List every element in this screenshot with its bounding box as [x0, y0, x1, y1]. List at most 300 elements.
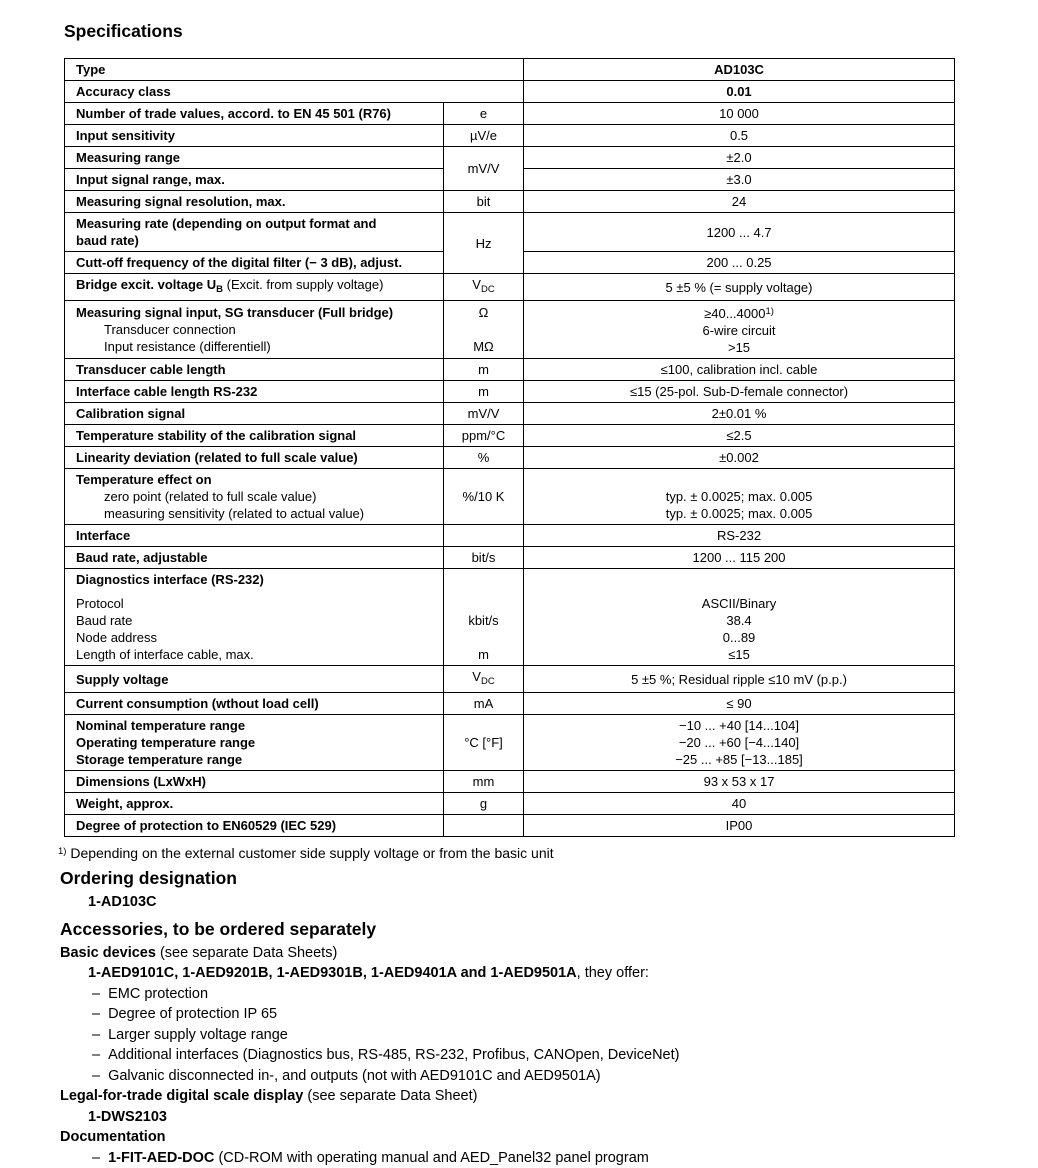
spec-row-temp-effect [65, 469, 955, 525]
text-segment: Number of trade values, accord. to EN 45 501 (R76) [76, 106, 391, 121]
text-segment: typ. ± 0.0025; max. 0.005 [666, 506, 813, 521]
cell-line [76, 471, 439, 488]
cell-line [528, 571, 950, 588]
cell-line [528, 171, 950, 188]
cell-line [448, 105, 519, 122]
bullet-dash-icon: – [92, 1006, 100, 1022]
spec-value-linearity [524, 447, 955, 469]
cell-line [528, 83, 950, 100]
spec-value-interface-cable [524, 381, 955, 403]
cell-line [528, 717, 950, 734]
text-segment: Degree of protection IP 65 [108, 1006, 277, 1022]
text-segment: Interface cable length RS-232 [76, 384, 257, 399]
text-segment: Legal-for-trade digital scale display [60, 1088, 303, 1104]
text-segment: Transducer cable length [76, 362, 226, 377]
text-segment: mV/V [468, 406, 500, 421]
text-segment: m [478, 647, 489, 662]
footnote [58, 843, 1038, 862]
text-segment: 1-AD103C [88, 894, 157, 910]
text-segment: Nominal temperature range [76, 718, 245, 733]
cell-line [528, 254, 950, 271]
spec-row-interface [65, 525, 955, 547]
bullet-dash-icon: – [92, 1027, 100, 1043]
spec-row-dimensions [65, 771, 955, 793]
cell-line [76, 427, 439, 444]
spec-value-transducer-cable [524, 359, 955, 381]
spec-unit-temp-stability [444, 425, 524, 447]
cell-line [76, 171, 439, 188]
text-segment: Protocol [76, 596, 124, 611]
ordering-number [88, 893, 1038, 913]
cell-line [528, 588, 950, 595]
cell-line [448, 734, 519, 751]
cell-line [448, 160, 519, 177]
spec-unit-signal-input [444, 301, 524, 359]
text-segment: typ. ± 0.0025; max. 0.005 [666, 489, 813, 504]
text-segment: Documentation [60, 1129, 166, 1145]
text-segment: Temperature effect on [76, 472, 212, 487]
spec-label-interface-cable [65, 381, 444, 403]
cell-line [76, 571, 439, 588]
spec-value-dimensions [524, 771, 955, 793]
spec-row-calibration-signal [65, 403, 955, 425]
text-segment: 1) [765, 306, 773, 317]
spec-label-type [65, 59, 524, 81]
text-segment: Measuring signal input, SG transducer (Full bridge) [76, 305, 393, 320]
cell-line [76, 629, 439, 646]
spec-label-protection [65, 815, 444, 837]
text-segment: Calibration signal [76, 406, 185, 421]
text-segment: m [478, 384, 489, 399]
text-segment: EMC protection [108, 986, 208, 1002]
text-segment: Larger supply voltage range [108, 1027, 288, 1043]
text-segment: %/10 K [463, 489, 505, 504]
text-segment: Cutt-off frequency of the digital filter (− 3 dB), adjust. [76, 255, 402, 270]
text-segment: Baud rate [76, 613, 132, 628]
cell-line [76, 105, 439, 122]
text-segment: Diagnostics interface (RS-232) [76, 572, 264, 587]
text-segment: Bridge excit. voltage U [76, 277, 216, 292]
legal-display-number [88, 1108, 1038, 1128]
cell-line [528, 773, 950, 790]
text-segment: Current consumption (wthout load cell) [76, 696, 319, 711]
cell-line [76, 383, 439, 400]
spec-unit-weight [444, 793, 524, 815]
spec-unit-measuring-rate [444, 213, 524, 274]
spec-unit-bridge-excitation [444, 274, 524, 301]
spec-value-interface [524, 525, 955, 547]
basic-devices-line [60, 944, 1038, 964]
spec-value-current-consumption [524, 693, 955, 715]
cell-line [448, 321, 519, 338]
spec-value-supply-voltage [524, 666, 955, 693]
cell-line [76, 612, 439, 629]
spec-row-accuracy-class [65, 81, 955, 103]
spec-unit-trade-values [444, 103, 524, 125]
spec-unit-temp-effect [444, 469, 524, 525]
spec-row-temp-stability [65, 425, 955, 447]
spec-value-calibration-signal [524, 403, 955, 425]
cell-line [448, 127, 519, 144]
spec-row-current-consumption [65, 693, 955, 715]
spec-value-resolution [524, 191, 955, 213]
text-segment: −20 ... +60 [−4...140] [679, 735, 799, 750]
text-segment: ≤2.5 [726, 428, 751, 443]
text-segment: zero point (related to full scale value) [104, 489, 316, 504]
text-segment: baud rate) [76, 233, 139, 248]
text-segment: 10 000 [719, 106, 759, 121]
cell-line [528, 193, 950, 210]
cell-line [528, 61, 950, 78]
text-segment: kbit/s [468, 613, 498, 628]
text-segment: , they offer: [577, 965, 649, 981]
cell-line [528, 549, 950, 566]
bullet-dash-icon: – [92, 1068, 100, 1084]
bullet-dash-icon: – [92, 1150, 100, 1166]
text-segment: Galvanic disconnected in-, and outputs (not with AED9101C and AED9501A) [108, 1068, 601, 1084]
text-segment: 38.4 [726, 613, 751, 628]
text-segment: 40 [732, 796, 746, 811]
cell-line [528, 595, 950, 612]
cell-line [76, 646, 439, 663]
spec-value-cutoff-frequency [524, 252, 955, 274]
cell-line [448, 588, 519, 595]
text-segment: % [478, 450, 490, 465]
accessories-heading [60, 919, 1038, 940]
cell-line [76, 149, 439, 166]
text-segment: ±0.002 [719, 450, 759, 465]
spec-label-diagnostics [65, 569, 444, 666]
spec-value-temperature-ranges [524, 715, 955, 771]
cell-line [76, 361, 439, 378]
cell-line [76, 488, 439, 505]
cell-line [76, 817, 439, 834]
cell-line [528, 734, 950, 751]
spec-label-calibration-signal [65, 403, 444, 425]
cell-line [448, 235, 519, 252]
cell-line [76, 232, 439, 249]
text-segment: Measuring signal resolution, max. [76, 194, 286, 209]
text-segment: V [472, 669, 481, 684]
spec-label-temp-effect [65, 469, 444, 525]
spec-row-input-sensitivity [65, 125, 955, 147]
cell-line [448, 383, 519, 400]
text-segment: bit [477, 194, 491, 209]
spec-label-current-consumption [65, 693, 444, 715]
bullet-emc [92, 985, 1038, 1005]
text-segment: Weight, approx. [76, 796, 173, 811]
spec-label-temperature-ranges [65, 715, 444, 771]
cell-line [528, 127, 950, 144]
cell-line [448, 612, 519, 629]
cell-line [448, 449, 519, 466]
text-segment: Additional interfaces (Diagnostics bus, RS-485, RS-232, Profibus, CANOpen, DeviceNet) [108, 1047, 679, 1063]
text-segment: AD103C [714, 62, 764, 77]
text-segment: 0...89 [723, 630, 756, 645]
text-segment: Degree of protection to EN60529 (IEC 529) [76, 818, 336, 833]
cell-line [448, 629, 519, 646]
spec-unit-temperature-ranges [444, 715, 524, 771]
text-segment: 0.5 [730, 128, 748, 143]
spec-row-weight [65, 793, 955, 815]
text-segment: bit/s [472, 550, 496, 565]
text-segment: µV/e [470, 128, 497, 143]
text-segment: Dimensions (LxWxH) [76, 774, 206, 789]
text-segment: Accessories, [60, 919, 168, 939]
text-segment: 1200 ... 4.7 [706, 225, 771, 240]
cell-line [448, 571, 519, 588]
text-segment: 93 x 53 x 17 [704, 774, 775, 789]
text-segment: (CD-ROM with operating manual and AED_Panel32 panel program [214, 1150, 648, 1166]
spec-label-trade-values [65, 103, 444, 125]
spec-value-signal-input [524, 301, 955, 359]
spec-row-resolution [65, 191, 955, 213]
spec-value-type [524, 59, 955, 81]
text-segment: (Excit. from supply voltage) [223, 277, 383, 292]
text-segment: >15 [728, 340, 750, 355]
cell-line [528, 795, 950, 812]
text-segment: mA [474, 696, 494, 711]
text-segment: Storage temperature range [76, 752, 242, 767]
bullet-supply-range [92, 1026, 1038, 1046]
cell-line [528, 405, 950, 422]
text-segment: DC [481, 676, 495, 687]
ordering-designation-heading [60, 868, 1038, 889]
spec-unit-current-consumption [444, 693, 524, 715]
cell-line [448, 773, 519, 790]
spec-label-input-sensitivity [65, 125, 444, 147]
text-segment: Depending on the external customer side supply voltage or from the basic unit [66, 845, 553, 861]
text-segment: Linearity deviation (related to full scale value) [76, 450, 358, 465]
text-segment: 1-DWS2103 [88, 1109, 167, 1125]
spec-row-bridge-excitation [65, 274, 955, 301]
spec-row-protection [65, 815, 955, 837]
cell-line [448, 304, 519, 321]
spec-unit-resolution [444, 191, 524, 213]
spec-value-temp-stability [524, 425, 955, 447]
cell-line [528, 817, 950, 834]
page-title: Specifications [64, 21, 1038, 42]
cell-line [76, 127, 439, 144]
cell-line [76, 449, 439, 466]
cell-line [528, 303, 950, 322]
spec-label-transducer-cable [65, 359, 444, 381]
text-segment: Measuring range [76, 150, 180, 165]
text-segment: Ordering designation [60, 868, 237, 888]
text-segment: 5 ±5 % (= supply voltage) [666, 280, 813, 295]
cell-line [76, 717, 439, 734]
text-segment: ±2.0 [726, 150, 751, 165]
text-segment: Transducer connection [104, 322, 236, 337]
cell-line [528, 488, 950, 505]
text-segment: Input signal range, max. [76, 172, 225, 187]
spec-value-weight [524, 793, 955, 815]
text-segment: 1-AED9101C, 1-AED9201B, 1-AED9301B, 1-AED9401A and 1-AED9501A [88, 965, 577, 981]
text-segment: Supply voltage [76, 672, 168, 687]
spec-unit-interface [444, 525, 524, 547]
text-segment: Hz [476, 236, 492, 251]
spec-row-interface-cable [65, 381, 955, 403]
cell-line [528, 383, 950, 400]
spec-value-input-signal-range [524, 169, 955, 191]
spec-label-measuring-rate [65, 213, 444, 252]
spec-label-resolution [65, 191, 444, 213]
text-segment: 1-FIT-AED-DOC [108, 1150, 214, 1166]
cell-line [528, 149, 950, 166]
spec-value-baud-rate [524, 547, 955, 569]
spec-unit-protection [444, 815, 524, 837]
spec-label-baud-rate [65, 547, 444, 569]
text-segment: B [216, 284, 223, 295]
spec-unit-transducer-cable [444, 359, 524, 381]
spec-unit-dimensions [444, 771, 524, 793]
cell-line [76, 338, 439, 355]
cell-line [76, 505, 439, 522]
cell-line [448, 795, 519, 812]
cell-line [76, 193, 439, 210]
cell-line [448, 488, 519, 505]
spec-label-linearity [65, 447, 444, 469]
text-segment: Basic devices [60, 945, 156, 961]
bullet-fit-aed-doc [92, 1149, 1038, 1168]
text-segment: ≤100, calibration incl. cable [661, 362, 818, 377]
cell-line [448, 695, 519, 712]
text-segment: g [480, 796, 487, 811]
cell-line [448, 427, 519, 444]
text-segment: Input resistance (differentiell) [104, 339, 271, 354]
spec-row-temperature-ranges [65, 715, 955, 771]
cell-line [528, 646, 950, 663]
spec-row-type [65, 59, 955, 81]
text-segment: 1) [58, 846, 66, 857]
cell-line [528, 612, 950, 629]
spec-row-transducer-cable [65, 359, 955, 381]
cell-line [76, 549, 439, 566]
text-segment: mm [473, 774, 495, 789]
spec-label-accuracy-class [65, 81, 524, 103]
spec-unit-measuring-range [444, 147, 524, 191]
spec-value-diagnostics [524, 569, 955, 666]
spec-row-trade-values [65, 103, 955, 125]
text-segment: Operating temperature range [76, 735, 255, 750]
spec-value-bridge-excitation [524, 274, 955, 301]
spec-label-bridge-excitation [65, 274, 444, 301]
spec-row-baud-rate [65, 547, 955, 569]
text-segment: Interface [76, 528, 130, 543]
text-segment: 0.01 [726, 84, 751, 99]
spec-label-signal-input [65, 301, 444, 359]
text-segment: −25 ... +85 [−13...185] [675, 752, 803, 767]
cell-line [528, 751, 950, 768]
text-segment: ≤15 (25-pol. Sub-D-female connector) [630, 384, 848, 399]
specifications-table-body [65, 59, 955, 837]
text-segment: Type [76, 62, 105, 77]
cell-line [528, 427, 950, 444]
cell-line [76, 321, 439, 338]
cell-line [76, 304, 439, 321]
cell-line [528, 471, 950, 488]
spec-unit-baud-rate [444, 547, 524, 569]
text-segment: Measuring rate (depending on output format and [76, 216, 376, 231]
text-segment: 2±0.01 % [712, 406, 767, 421]
spec-unit-input-sensitivity [444, 125, 524, 147]
spec-row-supply-voltage [65, 666, 955, 693]
spec-row-linearity [65, 447, 955, 469]
text-segment: −10 ... +40 [14...104] [679, 718, 799, 733]
text-segment: Node address [76, 630, 157, 645]
spec-value-accuracy-class [524, 81, 955, 103]
text-segment: ≥40...4000 [704, 306, 765, 321]
cell-line [76, 276, 439, 298]
spec-label-temp-stability [65, 425, 444, 447]
cell-line [448, 668, 519, 690]
cell-line [76, 215, 439, 232]
cell-line [528, 361, 950, 378]
cell-line [448, 405, 519, 422]
cell-line [76, 588, 439, 595]
text-segment: to be ordered separately [168, 919, 376, 939]
text-segment: e [480, 106, 487, 121]
cell-line [528, 322, 950, 339]
cell-line [528, 671, 950, 688]
cell-line [76, 695, 439, 712]
bullet-dash-icon: – [92, 1047, 100, 1063]
cell-line [528, 505, 950, 522]
cell-line [76, 254, 439, 271]
cell-line [76, 595, 439, 612]
text-segment: 200 ... 0.25 [706, 255, 771, 270]
spec-label-weight [65, 793, 444, 815]
specifications-table [64, 58, 955, 837]
bullet-galvanic [92, 1067, 1038, 1087]
cell-line [528, 339, 950, 356]
cell-line [448, 276, 519, 298]
spec-value-measuring-range [524, 147, 955, 169]
cell-line [448, 595, 519, 612]
spec-label-supply-voltage [65, 666, 444, 693]
text-segment: ≤15 [728, 647, 750, 662]
cell-line [76, 773, 439, 790]
spec-row-diagnostics [65, 569, 955, 666]
text-segment: Length of interface cable, max. [76, 647, 254, 662]
legal-display-line [60, 1087, 1038, 1107]
text-segment: ppm/°C [462, 428, 506, 443]
text-segment: IP00 [726, 818, 753, 833]
cell-line [528, 527, 950, 544]
text-segment: °C [°F] [464, 735, 503, 750]
text-segment: Ω [479, 305, 489, 320]
spec-unit-calibration-signal [444, 403, 524, 425]
spec-row-measuring-range [65, 147, 955, 169]
text-segment: ASCII/Binary [702, 596, 776, 611]
text-segment: Accuracy class [76, 84, 171, 99]
cell-line [528, 279, 950, 296]
spec-label-input-signal-range [65, 169, 444, 191]
cell-line [448, 193, 519, 210]
cell-line [76, 405, 439, 422]
cell-line [76, 671, 439, 688]
bullet-ip65 [92, 1005, 1038, 1025]
text-segment: ±3.0 [726, 172, 751, 187]
spec-row-signal-input [65, 301, 955, 359]
spec-label-cutoff-frequency [65, 252, 444, 274]
cell-line [528, 629, 950, 646]
spec-unit-linearity [444, 447, 524, 469]
cell-line [528, 449, 950, 466]
cell-line [448, 338, 519, 355]
basic-devices-models [88, 964, 1038, 984]
spec-row-measuring-rate [65, 213, 955, 252]
